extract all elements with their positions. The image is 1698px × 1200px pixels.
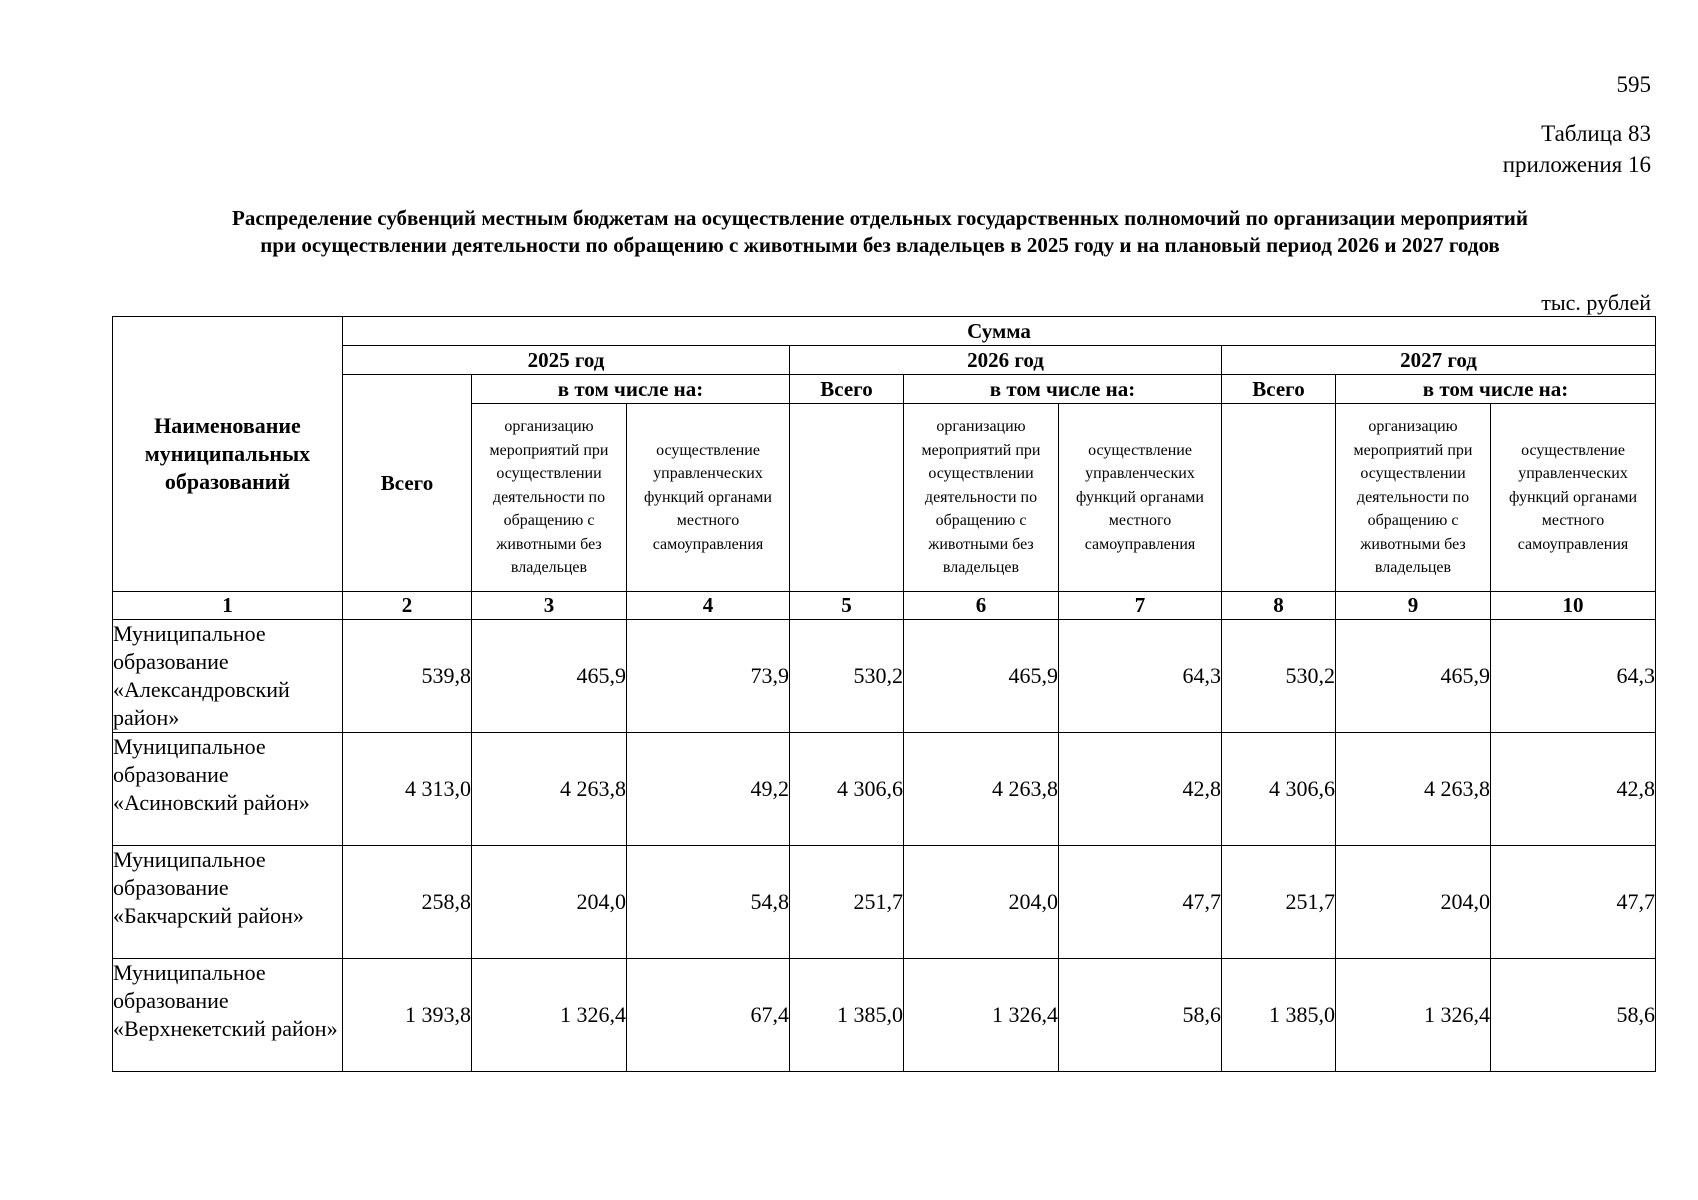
- management-2027-cell: 64,3: [1491, 620, 1656, 733]
- municipality-name: Муниципальное образование «Асиновский район»: [113, 733, 343, 846]
- including-2027-header: в том числе на:: [1336, 375, 1656, 404]
- table-row: [113, 620, 1656, 733]
- total-2025-cell: 258,8: [343, 846, 472, 959]
- title-line-1: Распределение субвенций местным бюджетам на осуществление отдельных государственных полномочий по организации мероприятий: [232, 206, 1528, 230]
- organization-2025-cell: 465,9: [472, 620, 627, 733]
- column-number: 7: [1059, 592, 1222, 620]
- title-line-2: при осуществлении деятельности по обращению с животными без владельцев в 2025 году и на плановый период 2026 и 2027 годов: [260, 233, 1500, 257]
- total-2027-spacer: [1222, 404, 1336, 592]
- including-2025-header: в том числе на:: [472, 375, 790, 404]
- organization-2025-cell: 4 263,8: [472, 733, 627, 846]
- organization-2027-header: организацию мероприятий при осуществлении деятельности по обращению с животными без владельцев: [1336, 404, 1491, 592]
- total-2026-header: Всего: [790, 375, 904, 404]
- management-2026-cell: 47,7: [1059, 846, 1222, 959]
- management-2025-cell: 67,4: [627, 959, 790, 1072]
- management-2027-header: осуществление управленческих функций органами местного самоуправления: [1491, 404, 1656, 592]
- total-2027-cell: 1 385,0: [1222, 959, 1336, 1072]
- subvention-table: [112, 316, 1656, 1072]
- year-2027-header: 2027 год: [1222, 346, 1656, 375]
- management-2026-cell: 42,8: [1059, 733, 1222, 846]
- sum-header: Сумма: [343, 317, 1656, 346]
- column-number: 6: [904, 592, 1059, 620]
- total-2025-cell: 4 313,0: [343, 733, 472, 846]
- column-number: 4: [627, 592, 790, 620]
- organization-2027-cell: 465,9: [1336, 620, 1491, 733]
- management-2027-cell: 47,7: [1491, 846, 1656, 959]
- management-2025-header: осуществление управленческих функций органами местного самоуправления: [627, 404, 790, 592]
- management-2027-cell: 42,8: [1491, 733, 1656, 846]
- column-number: 8: [1222, 592, 1336, 620]
- document-title: [110, 205, 1650, 259]
- organization-2027-cell: 1 326,4: [1336, 959, 1491, 1072]
- table-row: [113, 846, 1656, 959]
- management-2026-cell: 58,6: [1059, 959, 1222, 1072]
- organization-2026-cell: 465,9: [904, 620, 1059, 733]
- table-row: [113, 733, 1656, 846]
- appendix-number: приложения 16: [1502, 152, 1651, 177]
- total-2025-cell: 539,8: [343, 620, 472, 733]
- column-number: 1: [113, 592, 343, 620]
- column-number: 3: [472, 592, 627, 620]
- management-2027-cell: 58,6: [1491, 959, 1656, 1072]
- total-2027-cell: 251,7: [1222, 846, 1336, 959]
- organization-2026-cell: 204,0: [904, 846, 1059, 959]
- total-2027-header: Всего: [1222, 375, 1336, 404]
- total-2025-header: Всего: [343, 375, 472, 592]
- table-reference: [1503, 118, 1651, 180]
- name-column-header: Наименование муниципальных образований: [113, 317, 343, 592]
- organization-2027-cell: 204,0: [1336, 846, 1491, 959]
- organization-2025-cell: 204,0: [472, 846, 627, 959]
- management-2025-cell: 54,8: [627, 846, 790, 959]
- table-number: Таблица 83: [1541, 121, 1651, 146]
- organization-2025-header: организацию мероприятий при осуществлении деятельности по обращению с животными без владельцев: [472, 404, 627, 592]
- page-number: 595: [1616, 72, 1651, 97]
- total-2026-cell: 251,7: [790, 846, 904, 959]
- total-2027-cell: 530,2: [1222, 620, 1336, 733]
- total-2025-cell: 1 393,8: [343, 959, 472, 1072]
- municipality-name: Муниципальное образование «Бакчарский район»: [113, 846, 343, 959]
- organization-2026-cell: 1 326,4: [904, 959, 1059, 1072]
- management-2025-cell: 49,2: [627, 733, 790, 846]
- management-2026-header: осуществление управленческих функций органами местного самоуправления: [1059, 404, 1222, 592]
- column-number: 2: [343, 592, 472, 620]
- year-2025-header: 2025 год: [343, 346, 790, 375]
- organization-2026-header: организацию мероприятий при осуществлении деятельности по обращению с животными без владельцев: [904, 404, 1059, 592]
- organization-2026-cell: 4 263,8: [904, 733, 1059, 846]
- organization-2025-cell: 1 326,4: [472, 959, 627, 1072]
- total-2026-cell: 4 306,6: [790, 733, 904, 846]
- management-2026-cell: 64,3: [1059, 620, 1222, 733]
- column-number: 9: [1336, 592, 1491, 620]
- municipality-name: Муниципальное образование «Александровский район»: [113, 620, 343, 733]
- column-number: 10: [1491, 592, 1656, 620]
- total-2027-cell: 4 306,6: [1222, 733, 1336, 846]
- units-label: тыс. рублей: [1541, 290, 1651, 315]
- total-2026-cell: 530,2: [790, 620, 904, 733]
- year-2026-header: 2026 год: [790, 346, 1222, 375]
- including-2026-header: в том числе на:: [904, 375, 1222, 404]
- management-2025-cell: 73,9: [627, 620, 790, 733]
- organization-2027-cell: 4 263,8: [1336, 733, 1491, 846]
- table-row: [113, 959, 1656, 1072]
- column-number: 5: [790, 592, 904, 620]
- total-2026-spacer: [790, 404, 904, 592]
- municipality-name: Муниципальное образование «Верхнекетский район»: [113, 959, 343, 1072]
- total-2026-cell: 1 385,0: [790, 959, 904, 1072]
